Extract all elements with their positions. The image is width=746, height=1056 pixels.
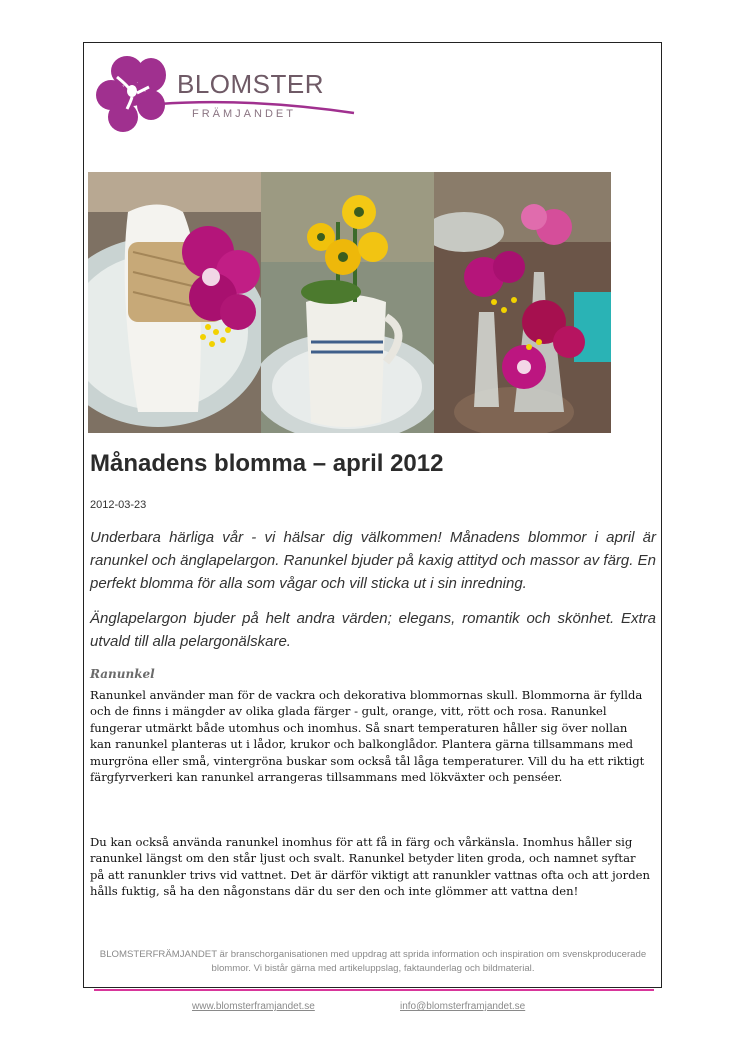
brand-name: BLOMSTER: [177, 69, 325, 99]
bottles-pelargonium-photo: [434, 172, 611, 433]
section-title: Ranunkel: [90, 667, 155, 681]
ranunculus-jug-photo: [261, 172, 434, 433]
photo-strip: [88, 172, 611, 433]
document-page: [83, 42, 662, 1012]
brand-subname: FRÄMJANDET: [192, 108, 296, 120]
intro-paragraph-1: Underbara härliga vår - vi hälsar dig välkommen! Månadens blommor i april är ranunkel och änglapelargon. Ranunkel bjuder på kaxig attityd och massor av färg. En perfekt blomma för alla som vågar och vill sticka ut i sin inredning.: [90, 529, 656, 592]
article-date: 2012-03-23: [90, 499, 147, 511]
body-paragraph-2: Du kan också använda ranunkel inomhus för att få in färg och vårkänsla. Inomhus håller sig ranunkel längst om den står ljust och svalt. Ranunkel betyder liten groda, och namnet syftar på att ranunkler trivs vid vattnet. Det är därför viktigt att ranunkler vattnas ofta och att jorden hålls fuktig, så ha den någonstans där du ser den och inte glömmer att vattna den!: [90, 835, 650, 899]
website-link[interactable]: www.blomsterframjandet.se: [192, 1001, 315, 1012]
email-link[interactable]: info@blomsterframjandet.se: [400, 1001, 526, 1012]
napkin-pelargonium-photo: [88, 172, 261, 433]
intro-paragraph-2: Änglapelargon bjuder på helt andra värden; elegans, romantik och skönhet. Extra utvald till alla pelargonälskare.: [90, 610, 656, 650]
body-paragraph-1: Ranunkel använder man för de vackra och dekorativa blommornas skull. Blommorna är fyllda och de finns i mängder av olika glada färger - gult, orange, vitt, rött och rosa. Ranunkel fungerar utmärkt både utomhus och inomhus. Så snart temperaturen håller sig över nollan kan ranunkel planteras ut i lådor, krukor och balkonglådor. Plantera gärna tillsammans med murgröna eller små, vintergröna buskar som också tål låga temperaturer. Vill du ha ett riktigt färgfyrverkeri kan ranunkel arrangeras tillsammans med lökväxter och penséer.: [90, 688, 645, 785]
article-title: Månadens blomma – april 2012: [90, 450, 444, 477]
footer-divider: [94, 989, 654, 991]
brand-logo: [89, 47, 359, 142]
footer-description: BLOMSTERFRÄMJANDET är branschorganisationen med uppdrag att sprida information och inspiration om svenskproducerade blommor. Vi bistår gärna med artikeluppslag, faktaunderlag och bildmaterial.: [99, 949, 647, 974]
